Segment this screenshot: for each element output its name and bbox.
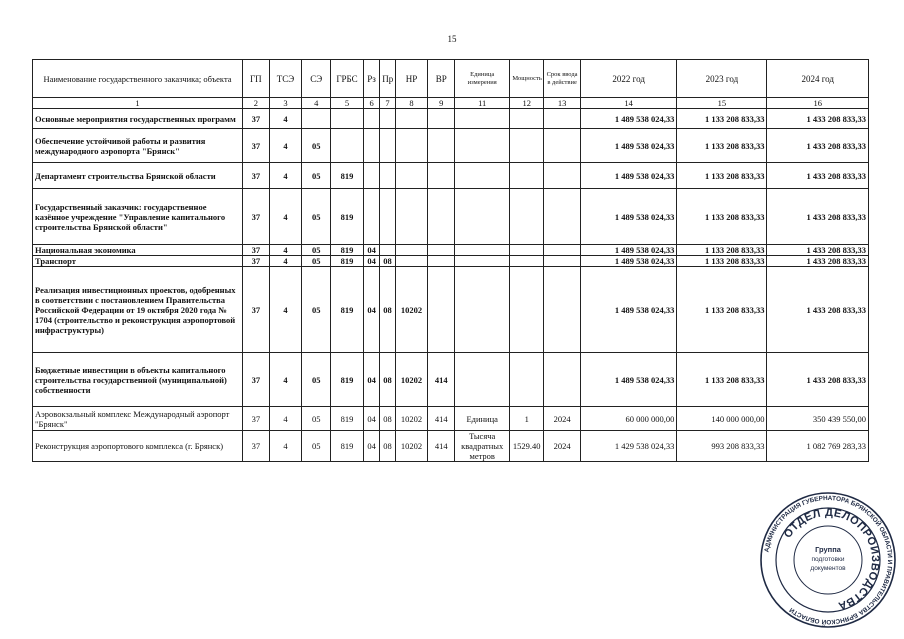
row-2023: 1 133 208 833,33 (677, 163, 767, 189)
row-2022: 60 000 000,00 (581, 407, 677, 431)
row-rz (363, 163, 379, 189)
row-unit (455, 163, 510, 189)
header-pr: Пр (380, 60, 395, 98)
row-tse: 4 (269, 109, 302, 129)
row-capacity: 1 (510, 407, 544, 431)
stamp-center-2: подготовки (811, 556, 845, 563)
row-deadline (544, 109, 581, 129)
row-gp: 37 (243, 256, 270, 267)
row-2022: 1 489 538 024,33 (581, 129, 677, 163)
row-tse: 4 (269, 407, 302, 431)
row-2022: 1 489 538 024,33 (581, 109, 677, 129)
row-grbs (331, 109, 364, 129)
table-row (33, 129, 869, 163)
row-name: Обеспечение устойчивой работы и развития международного аэропорта "Брянск" (33, 129, 243, 163)
row-gp: 37 (243, 189, 270, 245)
row-unit (455, 245, 510, 256)
header-deadline: Срок ввода в действие (544, 60, 581, 98)
row-gp: 37 (243, 245, 270, 256)
row-2024: 1 433 208 833,33 (767, 189, 869, 245)
header-se: СЭ (302, 60, 331, 98)
table-row (33, 407, 869, 431)
budget-table (32, 59, 869, 462)
row-se: 05 (302, 267, 331, 353)
row-2022: 1 489 538 024,33 (581, 245, 677, 256)
row-grbs: 819 (331, 431, 364, 462)
table-body (33, 109, 869, 462)
row-se: 05 (302, 189, 331, 245)
header-grbs: ГРБС (331, 60, 364, 98)
row-grbs (331, 129, 364, 163)
row-2023: 1 133 208 833,33 (677, 189, 767, 245)
header-2023: 2023 год (677, 60, 767, 98)
row-name: Реализация инвестиционных проектов, одобренных в соответствии с постановлением Правительства Российской Федерации от 19 октября 2020 года № 1704 (строительство и реконструкция аэропортовой инфраструктуры) (33, 267, 243, 353)
column-number: 2 (243, 98, 270, 109)
row-tse: 4 (269, 189, 302, 245)
row-deadline (544, 163, 581, 189)
column-number: 13 (544, 98, 581, 109)
row-vr (428, 245, 455, 256)
row-unit (455, 109, 510, 129)
column-number: 7 (380, 98, 395, 109)
row-unit: Единица (455, 407, 510, 431)
row-pr: 08 (380, 353, 395, 407)
row-pr: 08 (380, 256, 395, 267)
table-row (33, 353, 869, 407)
header-vr: ВР (428, 60, 455, 98)
row-grbs: 819 (331, 163, 364, 189)
row-capacity (510, 163, 544, 189)
row-pr (380, 163, 395, 189)
row-rz: 04 (363, 256, 379, 267)
stamp-center-3: документов (810, 565, 846, 572)
row-rz: 04 (363, 353, 379, 407)
row-2023: 1 133 208 833,33 (677, 267, 767, 353)
row-rz: 04 (363, 245, 379, 256)
row-rz (363, 189, 379, 245)
row-2024: 1 082 769 283,33 (767, 431, 869, 462)
row-tse: 4 (269, 163, 302, 189)
row-name: Транспорт (33, 256, 243, 267)
row-grbs: 819 (331, 353, 364, 407)
header-name: Наименование государственного заказчика; объекта (33, 60, 243, 98)
column-number: 14 (581, 98, 677, 109)
row-se: 05 (302, 431, 331, 462)
row-rz (363, 109, 379, 129)
row-name: Государственный заказчик: государственное казённое учреждение "Управление капитального строительства Брянской области" (33, 189, 243, 245)
column-number: 15 (677, 98, 767, 109)
row-2022: 1 489 538 024,33 (581, 163, 677, 189)
table-row (33, 256, 869, 267)
row-tse: 4 (269, 353, 302, 407)
row-se: 05 (302, 407, 331, 431)
row-pr: 08 (380, 267, 395, 353)
row-deadline (544, 245, 581, 256)
row-vr: 414 (428, 407, 455, 431)
row-2023: 1 133 208 833,33 (677, 109, 767, 129)
row-tse: 4 (269, 129, 302, 163)
row-se: 05 (302, 256, 331, 267)
row-capacity (510, 256, 544, 267)
row-vr (428, 163, 455, 189)
row-2024: 1 433 208 833,33 (767, 245, 869, 256)
row-2022: 1 489 538 024,33 (581, 189, 677, 245)
row-pr (380, 245, 395, 256)
row-2024: 1 433 208 833,33 (767, 353, 869, 407)
row-pr (380, 189, 395, 245)
row-2023: 993 208 833,33 (677, 431, 767, 462)
row-2024: 350 439 550,00 (767, 407, 869, 431)
row-se: 05 (302, 245, 331, 256)
header-gp: ГП (243, 60, 270, 98)
column-number: 11 (455, 98, 510, 109)
row-gp: 37 (243, 431, 270, 462)
row-deadline: 2024 (544, 431, 581, 462)
row-se: 05 (302, 163, 331, 189)
row-vr (428, 267, 455, 353)
row-nr (395, 129, 428, 163)
row-pr (380, 129, 395, 163)
row-deadline (544, 353, 581, 407)
row-rz: 04 (363, 407, 379, 431)
table-row (33, 245, 869, 256)
row-tse: 4 (269, 431, 302, 462)
row-unit (455, 267, 510, 353)
seal-stamp (758, 490, 898, 630)
row-pr: 08 (380, 407, 395, 431)
row-capacity: 1529.40 (510, 431, 544, 462)
column-number: 1 (33, 98, 243, 109)
row-capacity (510, 267, 544, 353)
row-gp: 37 (243, 109, 270, 129)
row-2022: 1 489 538 024,33 (581, 256, 677, 267)
row-rz (363, 129, 379, 163)
row-unit (455, 256, 510, 267)
row-gp: 37 (243, 163, 270, 189)
row-nr (395, 163, 428, 189)
column-number: 16 (767, 98, 869, 109)
row-2022: 1 489 538 024,33 (581, 267, 677, 353)
row-nr: 10202 (395, 431, 428, 462)
row-grbs: 819 (331, 267, 364, 353)
row-unit: Тысяча квадратных метров (455, 431, 510, 462)
row-2022: 1 429 538 024,33 (581, 431, 677, 462)
row-grbs: 819 (331, 245, 364, 256)
header-2022: 2022 год (581, 60, 677, 98)
header-capacity: Мощность (510, 60, 544, 98)
row-capacity (510, 189, 544, 245)
row-deadline (544, 256, 581, 267)
row-2024: 1 433 208 833,33 (767, 267, 869, 353)
row-pr: 08 (380, 431, 395, 462)
header-unit: Единица измерения (455, 60, 510, 98)
row-2023: 140 000 000,00 (677, 407, 767, 431)
stamp-arc-text: ОТДЕЛ ДЕЛОПРОИЗВОДСТВА (781, 506, 882, 612)
row-nr: 10202 (395, 267, 428, 353)
row-tse: 4 (269, 267, 302, 353)
table-row (33, 163, 869, 189)
row-nr (395, 256, 428, 267)
row-se: 05 (302, 353, 331, 407)
row-grbs: 819 (331, 256, 364, 267)
row-deadline (544, 129, 581, 163)
column-number: 4 (302, 98, 331, 109)
row-name: Основные мероприятия государственных программ (33, 109, 243, 129)
header-tse: ТСЭ (269, 60, 302, 98)
row-nr: 10202 (395, 407, 428, 431)
row-name: Бюджетные инвестиции в объекты капитального строительства государственной (муниципальной) собственности (33, 353, 243, 407)
row-pr (380, 109, 395, 129)
row-unit (455, 129, 510, 163)
column-number: 12 (510, 98, 544, 109)
row-gp: 37 (243, 407, 270, 431)
row-nr (395, 109, 428, 129)
row-vr: 414 (428, 431, 455, 462)
table-row (33, 109, 869, 129)
row-capacity (510, 353, 544, 407)
row-vr (428, 256, 455, 267)
row-vr (428, 109, 455, 129)
table-header-row (33, 60, 869, 98)
row-2023: 1 133 208 833,33 (677, 256, 767, 267)
row-2024: 1 433 208 833,33 (767, 129, 869, 163)
row-2023: 1 133 208 833,33 (677, 129, 767, 163)
row-capacity (510, 129, 544, 163)
row-vr (428, 189, 455, 245)
table-row (33, 267, 869, 353)
column-number: 5 (331, 98, 364, 109)
stamp-center-1: Группа (815, 545, 841, 554)
table-row (33, 431, 869, 462)
row-name: Департамент строительства Брянской области (33, 163, 243, 189)
header-rz: Рз (363, 60, 379, 98)
row-vr (428, 129, 455, 163)
row-deadline (544, 189, 581, 245)
row-capacity (510, 245, 544, 256)
column-number: 3 (269, 98, 302, 109)
row-unit (455, 353, 510, 407)
row-nr (395, 245, 428, 256)
row-2023: 1 133 208 833,33 (677, 245, 767, 256)
row-se: 05 (302, 129, 331, 163)
row-name: Аэровокзальный комплекс Международный аэропорт "Брянск" (33, 407, 243, 431)
row-name: Национальная экономика (33, 245, 243, 256)
column-number: 6 (363, 98, 379, 109)
row-deadline: 2024 (544, 407, 581, 431)
header-nr: НР (395, 60, 428, 98)
row-vr: 414 (428, 353, 455, 407)
row-nr: 10202 (395, 353, 428, 407)
row-gp: 37 (243, 129, 270, 163)
row-deadline (544, 267, 581, 353)
row-2022: 1 489 538 024,33 (581, 353, 677, 407)
row-tse: 4 (269, 245, 302, 256)
table-row (33, 189, 869, 245)
column-number: 8 (395, 98, 428, 109)
row-unit (455, 189, 510, 245)
page-number: 15 (447, 34, 457, 44)
column-number: 9 (428, 98, 455, 109)
column-number-row (33, 98, 869, 109)
row-tse: 4 (269, 256, 302, 267)
row-rz: 04 (363, 431, 379, 462)
header-2024: 2024 год (767, 60, 869, 98)
row-name: Реконструкция аэропортового комплекса (г. Брянск) (33, 431, 243, 462)
stamp-ring-text: АДМИНИСТРАЦИЯ ГУБЕРНАТОРА БРЯНСКОЙ ОБЛАСТИ И ПРАВИТЕЛЬСТВА БРЯНСКОЙ ОБЛАСТИ (763, 494, 894, 626)
row-se (302, 109, 331, 129)
row-2023: 1 133 208 833,33 (677, 353, 767, 407)
row-rz: 04 (363, 267, 379, 353)
row-capacity (510, 109, 544, 129)
row-2024: 1 433 208 833,33 (767, 109, 869, 129)
row-grbs: 819 (331, 407, 364, 431)
row-gp: 37 (243, 353, 270, 407)
row-gp: 37 (243, 267, 270, 353)
row-2024: 1 433 208 833,33 (767, 256, 869, 267)
row-grbs: 819 (331, 189, 364, 245)
row-nr (395, 189, 428, 245)
row-2024: 1 433 208 833,33 (767, 163, 869, 189)
